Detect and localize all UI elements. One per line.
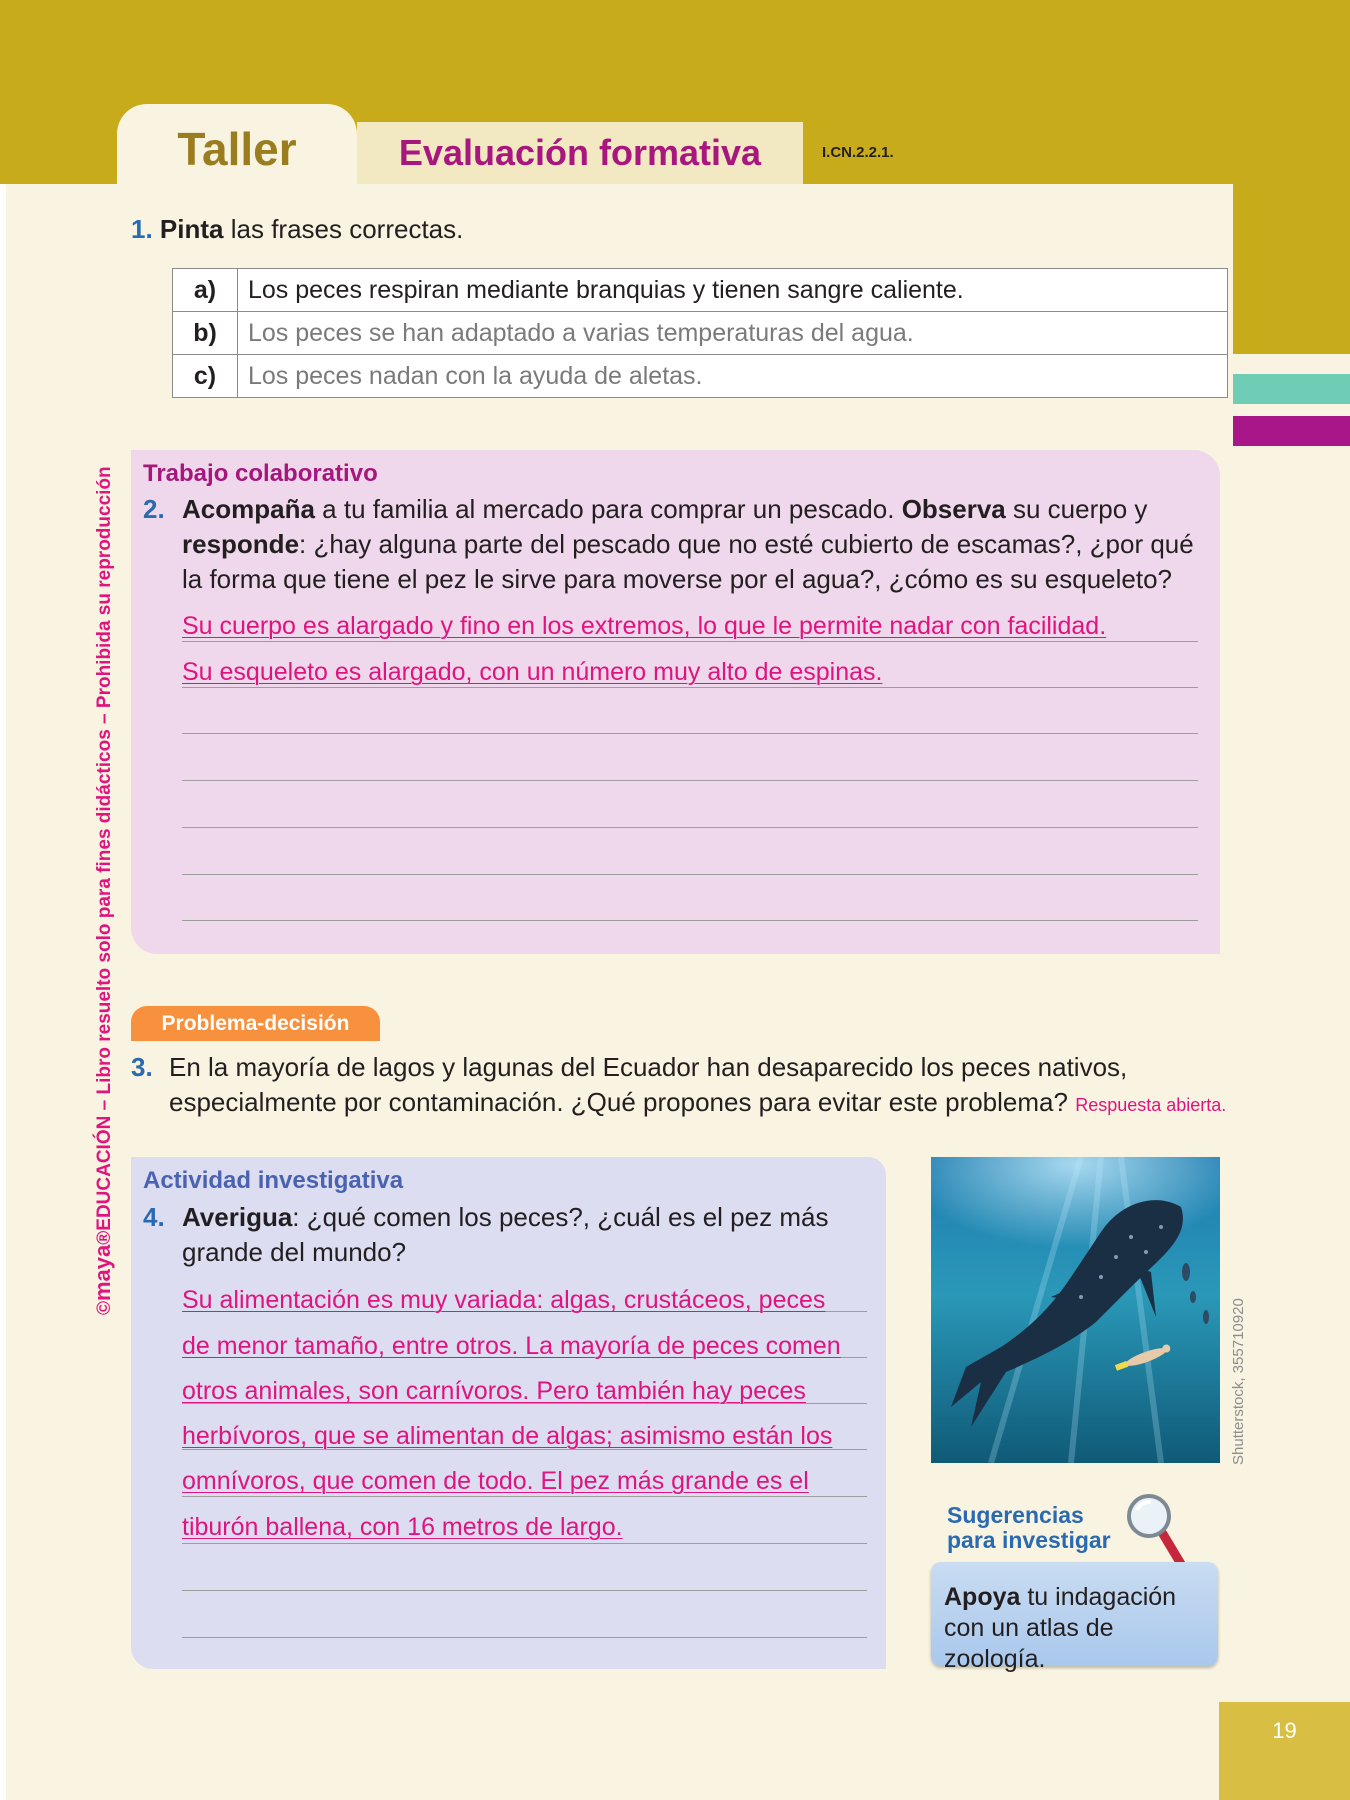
suggestions-title-line: Sugerencias [947, 1502, 1084, 1528]
answer-line[interactable] [182, 920, 1198, 921]
indicator-code: I.CN.2.2.1. [822, 144, 894, 161]
registered-symbol: ® [94, 1230, 115, 1245]
options-table [172, 268, 1228, 398]
answer-line[interactable] [182, 1637, 867, 1638]
question-verb: responde [182, 529, 300, 559]
magenta-stripe [1233, 416, 1350, 446]
option-row[interactable] [173, 355, 1228, 398]
answer-line[interactable] [182, 1590, 867, 1591]
answer-line[interactable] [182, 874, 1198, 875]
answer-line[interactable] [182, 827, 1198, 828]
option-label: a) [173, 269, 238, 312]
suggestions-title [947, 1503, 1111, 1553]
question-text: su cuerpo y [1013, 494, 1148, 524]
question-number: 3. [131, 1052, 153, 1082]
answer-text: de menor tamaño, entre otros. La mayoría de peces comen [182, 1332, 841, 1360]
answer-text: Respuesta abierta. [1075, 1095, 1227, 1115]
question-verb: Averigua [182, 1202, 293, 1232]
research-activity-title: Actividad investigativa [143, 1167, 404, 1194]
copyright-symbol: © [94, 1301, 115, 1315]
option-label: b) [173, 312, 238, 355]
answer-line[interactable] [182, 733, 1198, 734]
option-text: Los peces nadan con la ayuda de aletas. [238, 355, 1228, 398]
question-prompt: las frases correctas. [230, 214, 464, 244]
answer-text: tiburón ballena, con 16 metros de largo. [182, 1513, 623, 1541]
question-verb: Observa [901, 494, 1006, 524]
question-text: a tu familia al mercado para comprar un pescado. [322, 494, 895, 524]
option-label: c) [173, 355, 238, 398]
option-row[interactable] [173, 312, 1228, 355]
copyright-note [90, 466, 116, 1315]
answer-text: Su alimentación es muy variada: algas, crustáceos, peces [182, 1286, 826, 1314]
answer-line [182, 687, 1198, 688]
suggestions-verb: Apoya [944, 1583, 1021, 1611]
suggestions-text [944, 1582, 1214, 1675]
taller-tab: Taller [117, 104, 357, 184]
question-text: En la mayoría de lagos y lagunas del Ecuador han desaparecido los peces nativos, especialmente por contaminación. ¿Qué propones para evitar este problema? [169, 1052, 1128, 1117]
option-row[interactable] [173, 269, 1228, 312]
question-3 [131, 1050, 1231, 1123]
whale-shark-photo [931, 1157, 1220, 1463]
page-edge [0, 184, 6, 1800]
question-text: : ¿hay alguna parte del pescado que no esté cubierto de escamas?, ¿por qué la forma que tiene el pez le sirve para moverse por el agua?, ¿cómo es su esqueleto? [182, 529, 1194, 594]
question-2 [143, 492, 1213, 597]
teal-stripe [1233, 374, 1350, 404]
problem-decision-tag: Problema-decisión [131, 1006, 380, 1041]
question-verb: Acompaña [182, 494, 315, 524]
answer-text: otros animales, son carnívoros. Pero también hay peces [182, 1377, 806, 1405]
answer-line [182, 1496, 867, 1497]
copyright-text: EDUCACIÓN – Libro resuelto solo para fines didácticos – Prohibida su reproducción [94, 466, 115, 1231]
question-number: 1. [131, 214, 153, 244]
collaborative-work-title: Trabajo colaborativo [143, 460, 378, 487]
question-text: : ¿qué comen los peces?, ¿cuál es el pez más grande del mundo? [182, 1202, 829, 1267]
suggestions-title-line: para investigar [947, 1527, 1111, 1553]
side-band [1233, 184, 1350, 354]
option-text: Los peces se han adaptado a varias temperaturas del agua. [238, 312, 1228, 355]
photo-credit: Shutterstock, 355710920 [1230, 1298, 1247, 1465]
page-number: 19 [1219, 1702, 1350, 1800]
answer-text: herbívoros, que se alimentan de algas; asimismo están los [182, 1422, 833, 1450]
option-text: Los peces respiran mediante branquias y tienen sangre caliente. [238, 269, 1228, 312]
question-verb: Pinta [159, 214, 224, 244]
section-title: Evaluación formativa [357, 122, 803, 184]
question-1 [131, 214, 463, 245]
answer-line[interactable] [182, 780, 1198, 781]
magnifier-icon [1123, 1492, 1193, 1572]
suggestions-body: tu indagación con un atlas de zoología. [944, 1583, 1177, 1673]
answer-text: Su cuerpo es alargado y fino en los extremos, lo que le permite nadar con facilidad. [182, 612, 1107, 640]
answer-text: omnívoros, que comen de todo. El pez más grande es el [182, 1467, 809, 1495]
answer-line [182, 1543, 867, 1544]
question-4 [143, 1200, 883, 1270]
question-number: 2. [143, 494, 165, 524]
answer-text: Su esqueleto es alargado, con un número muy alto de espinas. [182, 658, 883, 686]
brand-name: maya [90, 1244, 115, 1301]
answer-line [182, 641, 1198, 642]
question-number: 4. [143, 1202, 165, 1232]
